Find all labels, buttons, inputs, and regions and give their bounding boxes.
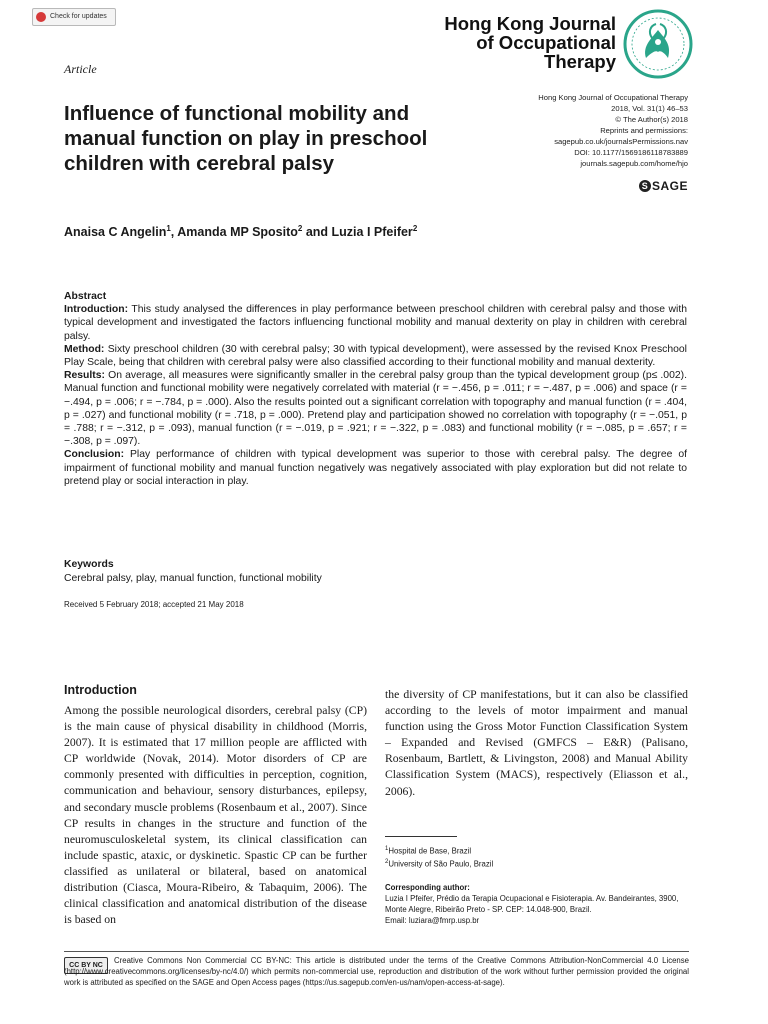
received-dates: Received 5 February 2018; accepted 21 May 2018 <box>64 600 244 609</box>
affiliations <box>385 844 493 869</box>
pub-info-line: Hong Kong Journal of Occupational Therapy <box>538 93 688 102</box>
author-separator: and <box>302 225 332 240</box>
abstract-section <box>64 303 687 343</box>
check-for-updates-badge[interactable] <box>32 8 116 26</box>
journal-logo-icon <box>622 8 694 80</box>
license-text <box>64 955 689 988</box>
journal-name-line: Therapy <box>544 51 616 72</box>
keywords-text: Cerebral palsy, play, manual function, functional mobility <box>64 573 322 584</box>
article-title: Influence of functional mobility and manual function on play in preschool children with cerebral palsy <box>64 102 428 175</box>
footnote-divider <box>385 836 457 837</box>
author-list <box>64 224 417 239</box>
corresponding-address: Luzia I Pfeifer, Prédio da Terapia Ocupacional e Fisioterapia. Av. Bandeirantes, 3900, Monte Alegre, Ribeirão Preto - SP. CEP: 14.048-900, Brazil. <box>385 894 679 914</box>
affiliation-item <box>385 844 493 857</box>
abstract-section-label: Conclusion: <box>64 449 125 461</box>
journal-name-line: of Occupational <box>476 32 616 53</box>
license-body: Creative Commons Non Commercial CC BY-NC: This article is distributed under the terms of the Creative Commons Attribution-NonCommercial 4.0 License (http://www.creativecommons.org/licenses/by-nc/4.0/) which permits non-commercial use, reproduction and distribution of the work without further permission provided the original work is attributed as specified on the SAGE and Open Access pages (https://us.sagepub.com/en-us/nam/open-access-at-sage). <box>64 956 689 987</box>
pub-info-line: 2018, Vol. 31(1) 46–53 <box>611 104 688 113</box>
publisher-logo <box>639 179 688 193</box>
publication-info <box>538 92 688 169</box>
abstract-section-text: On average, all measures were significantly smaller in the cerebral palsy group than the typical development group (p≤ .002). Manual function and functional mobility were negatively correlated with material (r = −.456, p = .011; r = −.487, p = .006) and space (r = −.494, p = .006; r = −.784, p = .000). Also the results pointed out a significant correlation with topography and manual function (r = .404, p = .027) and functional mobility (r = .718, p = .000). Pretend play and participation showed no correlation with topography (r = −.051, p = .788; r = −.312, p = .093), manual function (r = −.019, p = .921; r = −.322, p = .083) and functional mobility (r = −.085, p = .657; r = −.308, p = .097). <box>64 370 687 448</box>
update-icon <box>36 12 46 22</box>
abstract-section-text: Play performance of children with typical development was superior to those with cerebral palsy. The degree of impairment of functional mobility and manual function negatively was negatively associated with play exploration but did not relate to pretend play or social interaction in play. <box>64 449 687 487</box>
affiliation-text: Hospital de Base, Brazil <box>388 846 472 856</box>
author-name: Anaisa C Angelin <box>64 225 167 240</box>
keywords-heading: Keywords <box>64 559 114 570</box>
corresponding-heading: Corresponding author: <box>385 883 470 892</box>
author-affiliation-mark: 1 <box>166 224 171 233</box>
abstract <box>64 290 687 488</box>
affiliation-number: 2 <box>385 858 389 865</box>
corresponding-author <box>385 882 690 926</box>
abstract-section <box>64 448 687 488</box>
body-text-right-column: the diversity of CP manifestations, but it can also be classified according to the levels of motor impairment and manual function using the Gross Motor Function Classification System – Expanded and Revised (GMFCS – E&R) (Palisano, Rosenbaum, Bartlett, & Livingston, 2008) and Manual Ability Classification System (MACS), respectively (Eliasson et al., 2006). <box>385 688 688 798</box>
cc-license-badge[interactable]: CC BY NC <box>64 957 108 974</box>
affiliation-number: 1 <box>385 846 389 852</box>
author-separator: , <box>170 225 178 240</box>
pub-info-line[interactable]: journals.sagepub.com/home/hjo <box>580 159 688 168</box>
pub-info-line: © The Author(s) 2018 <box>615 115 688 124</box>
article-type: Article <box>64 62 97 76</box>
abstract-section <box>64 369 687 448</box>
body-text-left-column: Among the possible neurological disorders, cerebral palsy (CP) is the main cause of physical disability in childhood (Morris, 2007). It is estimated that 17 million people are afflicted with CP worldwide (Novak, 2014). Motor disorders of CP are commonly presented with difficulties in perception, cognition, communication and behaviour, sensory disturbances, epilepsy, and secondary muscle problems (Rosenbaum et al., 2007). Since CP results in changes in the structure and function of the neuromusculoskeletal system, its clinical classification can include spastic, ataxic, or dyskinetic. Spastic CP can be further classified as unilateral or bilateral, based on anatomical distribution (Ciasca, Moura-Ribeiro, & Tabaquim, 2006). The clinical classification and anatomical distribution of the disease is based on <box>64 704 367 927</box>
pub-info-line: Reprints and permissions: <box>600 126 688 135</box>
introduction-heading: Introduction <box>64 683 137 697</box>
pub-info-line[interactable]: DOI: 10.1177/1569186118783889 <box>574 148 688 157</box>
affiliation-item <box>385 857 493 870</box>
abstract-section <box>64 343 687 369</box>
abstract-section-text: Sixty preschool children (30 with cerebral palsy; 30 with typical development), were assessed by the revised Knox Preschool Play Scale, being that children with cerebral palsy were also classified according to their functional mobility and manual dexterity. <box>64 343 687 369</box>
author-affiliation-mark: 2 <box>297 224 303 233</box>
abstract-section-label: Method: <box>64 343 105 355</box>
abstract-heading: Abstract <box>64 291 107 302</box>
publisher-name: SAGE <box>651 179 688 193</box>
author-name: Amanda MP Sposito <box>177 225 298 240</box>
abstract-section-label: Introduction: <box>64 304 129 316</box>
author-name: Luzia I Pfeifer <box>331 225 413 240</box>
corresponding-email[interactable]: Email: luziara@fmrp.usp.br <box>385 916 480 925</box>
author-affiliation-mark: 2 <box>412 224 418 233</box>
check-updates-label: Check for updates <box>50 13 107 20</box>
journal-name-line: Hong Kong Journal <box>444 13 616 34</box>
sage-s-icon: S <box>639 180 651 192</box>
affiliation-text: University of São Paulo, Brazil <box>388 859 494 869</box>
pub-info-line[interactable]: sagepub.co.uk/journalsPermissions.nav <box>554 137 688 146</box>
keywords <box>64 558 684 586</box>
journal-name <box>444 14 616 71</box>
footer-divider <box>64 951 689 952</box>
abstract-section-text: This study analysed the differences in play performance between preschool children with cerebral palsy and those with typical development and investigated the factors influencing functional mobility and manual dexterity on play in children with cerebral palsy. <box>64 304 687 342</box>
abstract-section-label: Results: <box>64 370 105 382</box>
